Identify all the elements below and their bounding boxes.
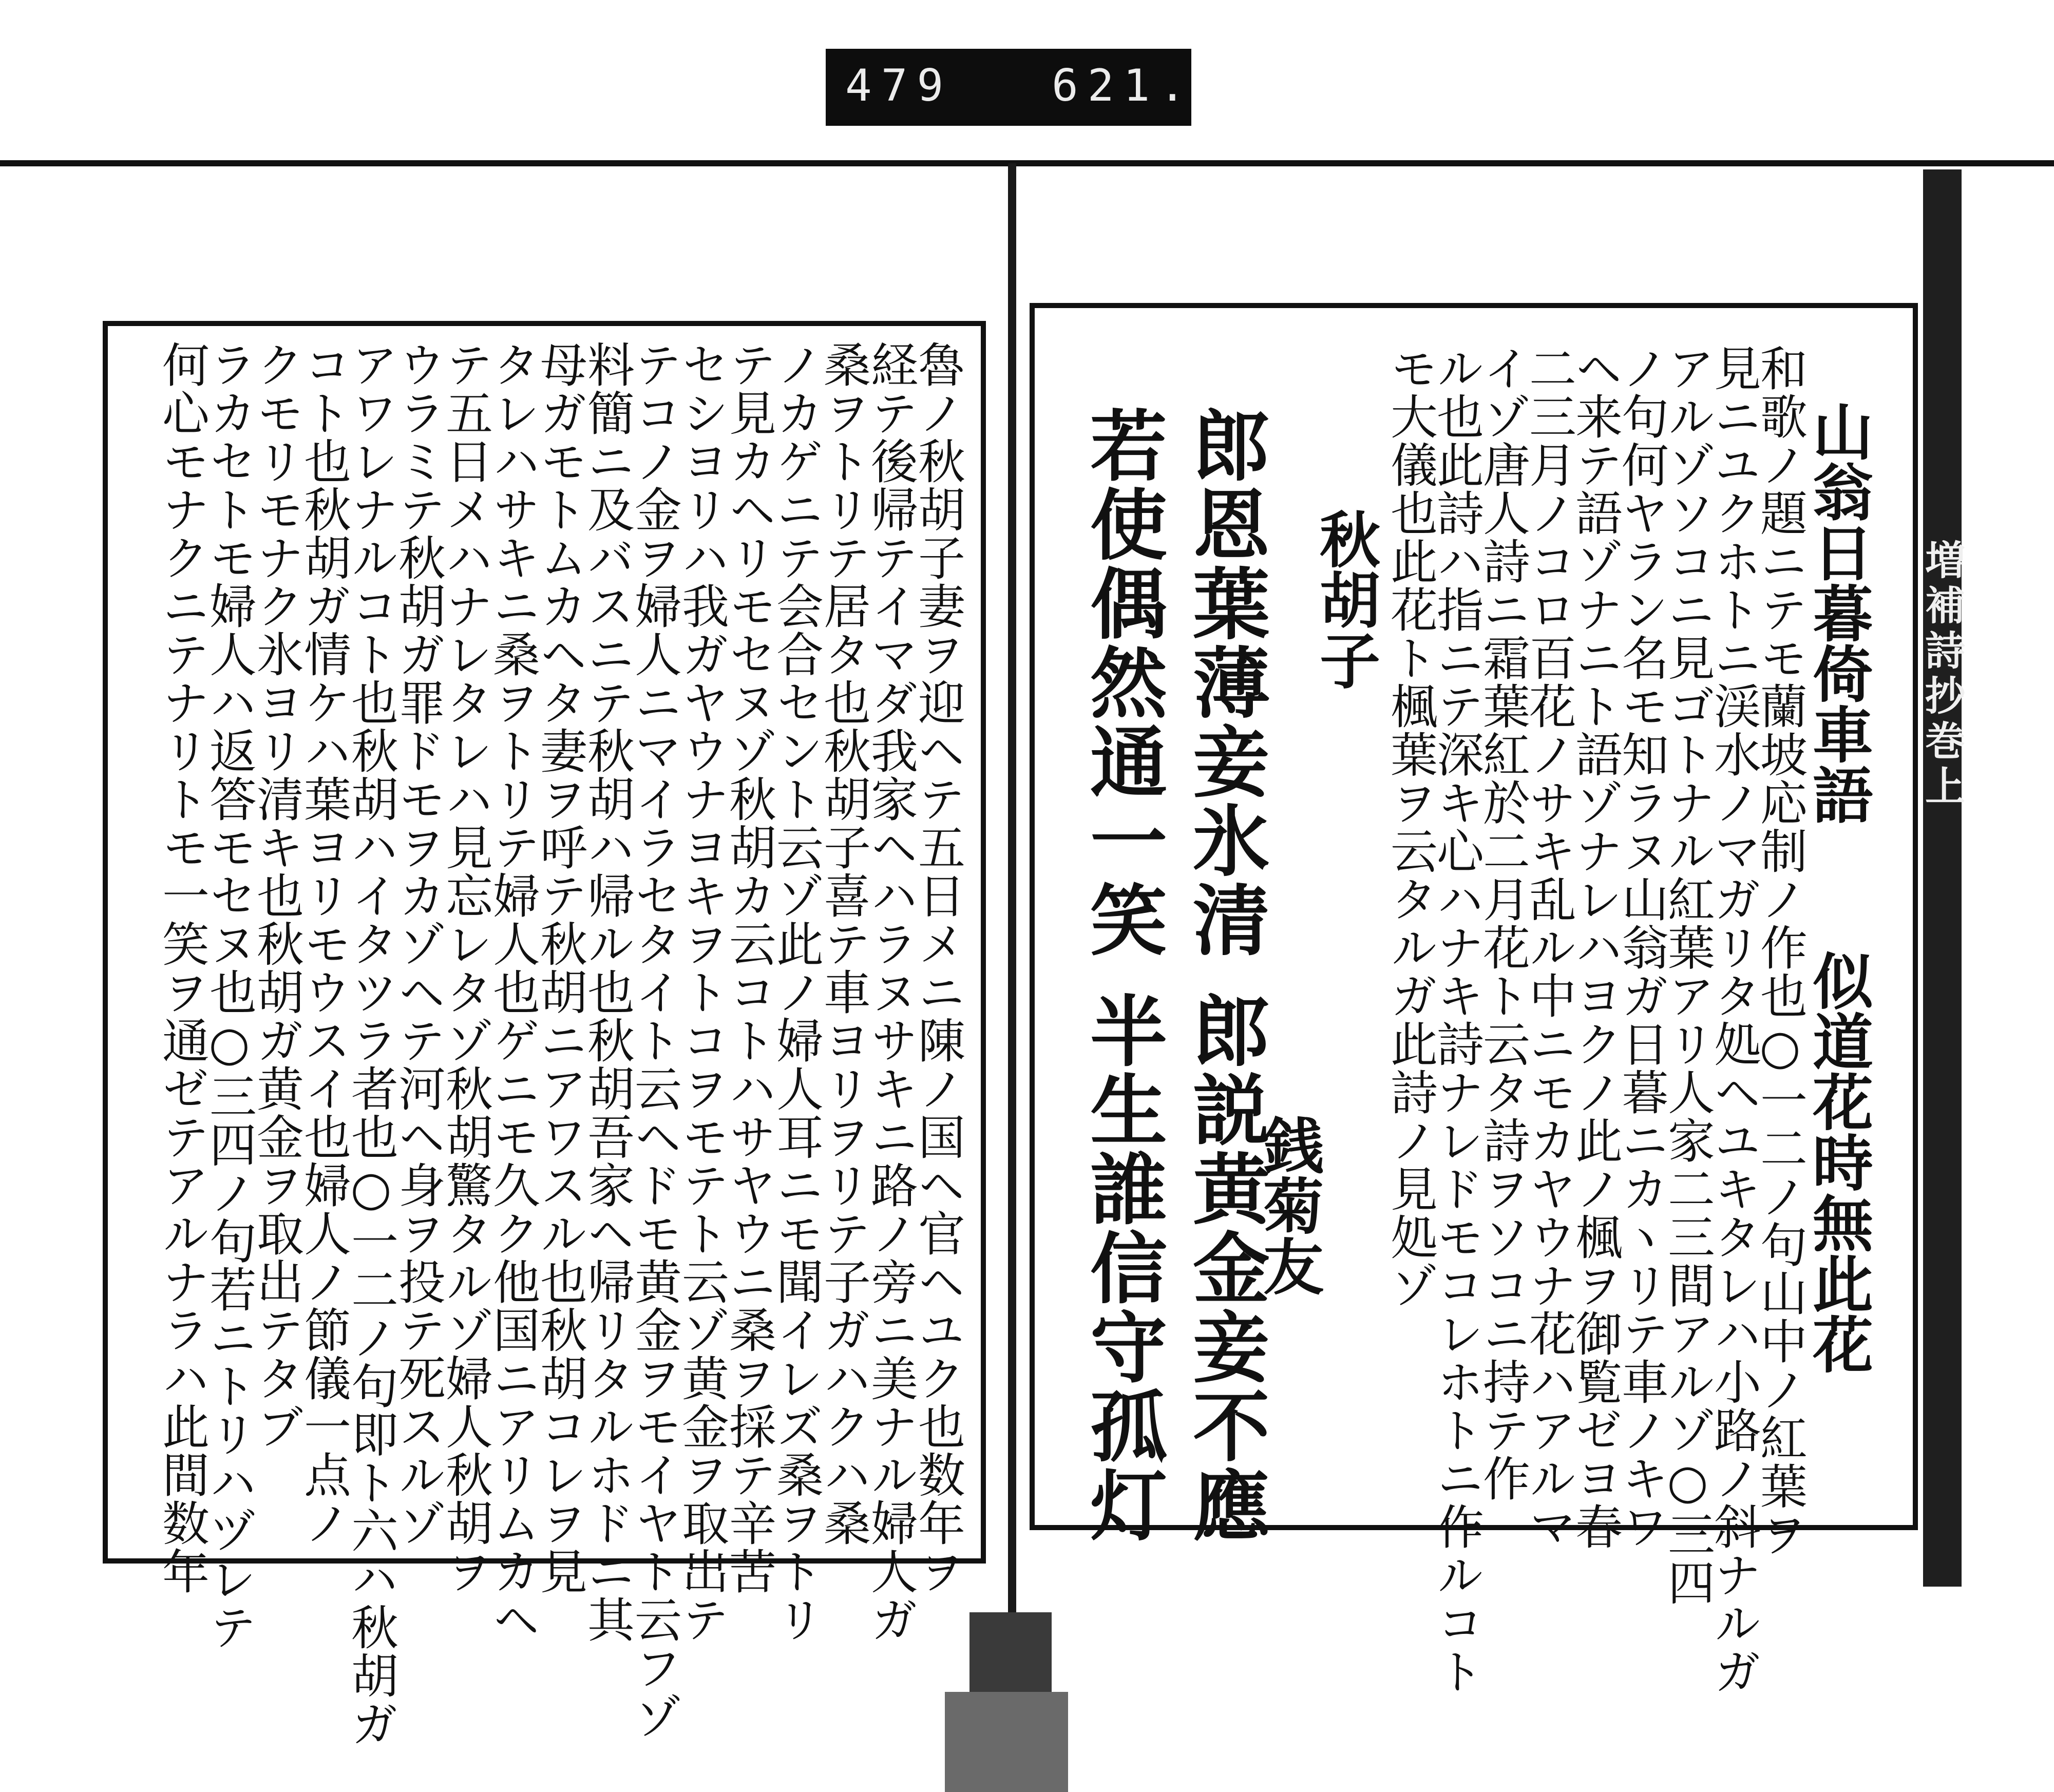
left-line-10: タレハサキニ桑ヲトリテ婦人也ゲニモ久ク他国ニアリムカヘ: [485, 340, 540, 1644]
right-commentary-7: イゾ唐人詩ニ霜葉紅於二月花ト云タ詩ヲソコニ持テ作: [1475, 344, 1530, 1502]
left-line-2: 経テ後帰テイマダ我家ヘハラヌサキニ路ノ旁ニ美ナル婦人ガ: [863, 340, 918, 1644]
right-page-margin-band: [1918, 169, 1965, 1587]
left-line-14: コト也秋胡ガ情ケハ葉ヨリモウスイ也婦人ノ節儀一点ノ: [296, 340, 351, 1547]
catalog-number-left: 479: [845, 60, 953, 111]
right-commentary-2: 見ニユクホトニ渓水ノマガリタ処ヘユキタレハ小路ノ斜ナルガ: [1706, 344, 1761, 1695]
right-heading: 山翁日暮倚車語: [1802, 401, 1874, 825]
catalog-number-plate: [826, 49, 1195, 126]
right-commentary-5: ヘ来テ語ゾナニト語ゾナレハヨクノ此ノ楓ヲ御覧ゼヨ春: [1568, 344, 1623, 1551]
left-line-17: 何心モナクニテナリトモ一笑ヲ通ゼテアルナラハ此間数年: [155, 340, 210, 1595]
left-line-15: クモリモナク氷ヨリ清キ也秋胡ガ黄金ヲ取出テタブ: [249, 340, 304, 1451]
right-page-text: [1037, 313, 1910, 1695]
left-line-3: 桑ヲトリテ居タ也秋胡子喜テ車ヨリヲリテ子ガハクハ桑: [816, 340, 871, 1547]
spine-binding-block: [969, 1612, 1052, 1694]
right-commentary-4: ノ句何ヤラン名モ知ラヌ山翁ガ日暮ニカヽリテ車ノキワ: [1614, 344, 1669, 1551]
left-page-text: [154, 336, 976, 1748]
left-line-4: ノカゲニテ会合セント云ゾ此ノ婦人耳ニモ聞イレズ桑ヲトリ: [769, 340, 824, 1644]
left-line-1: 魯ノ秋胡子妻ヲ迎ヘテ五日メニ陳ノ国ヘ官ヘユク也数年ヲ: [910, 340, 965, 1595]
left-line-11: テ五日メハナレタレハ見忘レタゾ秋胡驚タルゾ婦人秋胡ヲ: [438, 340, 493, 1595]
right-margin-title: 増補詩抄巻上: [1918, 539, 1965, 810]
left-line-5: テ見カヘリモセヌゾ秋胡カ云コトハサヤウニ桑ヲ採テ辛苦: [721, 340, 776, 1595]
poem-title: 秋胡子: [1309, 508, 1381, 690]
poem-line-2-lower: 半生誰信守孤灯: [1077, 991, 1167, 1545]
left-line-9: 母ガモトムカヘタ妻ヲ呼テ秋胡ニアワスル也秋胡コレヲ見: [532, 340, 587, 1595]
left-line-13: アワレナルコト也秋胡ハイタツラ者也○一二ノ句即ト六ハ秋胡ガ: [344, 340, 398, 1748]
spine-shadow: [945, 1692, 1068, 1792]
left-line-6: セシヨリハ我ガヤウナヨキヲトコヲモテト云ゾ黄金ヲ取出テ: [674, 340, 729, 1644]
left-line-12: ウラミテ秋胡ガ罪ドモヲカゾヘテ河ヘ身ヲ投テ死スルゾ: [391, 340, 446, 1547]
right-commentary-8: ル也此詩ハ指ニテ深キ心ハナキ詩ナレドモコレホトニ作ルコト: [1429, 344, 1484, 1695]
left-line-16: ラカセトモ婦人ハ返答モセヌ也○三四ノ句若ニトリハヅレテ: [202, 340, 257, 1651]
poem-line-2-upper: 若使偶然通一笑: [1077, 406, 1167, 959]
poem-author: 銭菊友: [1253, 1114, 1324, 1296]
right-commentary-3: アルゾソコニ見ゴトナル紅葉アリ人家二三間アルゾ○三四: [1660, 344, 1715, 1607]
left-line-7: テコノ金ヲ婦人ニマイラセタイト云ヘドモ黄金ヲモイヤト云フゾ: [627, 340, 682, 1740]
book-spine: [1008, 163, 1016, 1616]
left-line-8: 料簡ニ及バスニテ秋胡ハ帰ル也秋胡吾家ヘ帰リタルホドニ其: [580, 340, 635, 1644]
right-commentary-1: 和歌ノ題ニテモ蘭坡応制ノ作也○一二ノ句山中ノ紅葉ヲ: [1753, 344, 1808, 1558]
top-divider-line: [0, 160, 2054, 166]
right-commentary-9: モ大儀也此花ト楓葉ヲ云タルガ此詩ノ見処ゾ: [1383, 344, 1438, 1309]
poem-line-1-upper: 郎恩葉薄妾氷清: [1180, 406, 1270, 959]
poem-line-1-lower: 郎説黄金妾不應: [1180, 991, 1270, 1545]
right-poem-top-line: 似道花時無此花: [1802, 950, 1874, 1374]
right-commentary-6: 二三月ノコロ百花ノサキ乱ル中ニモカヤウナ花ハアルマ: [1522, 344, 1576, 1551]
catalog-number-right: 621.: [1052, 60, 1195, 111]
